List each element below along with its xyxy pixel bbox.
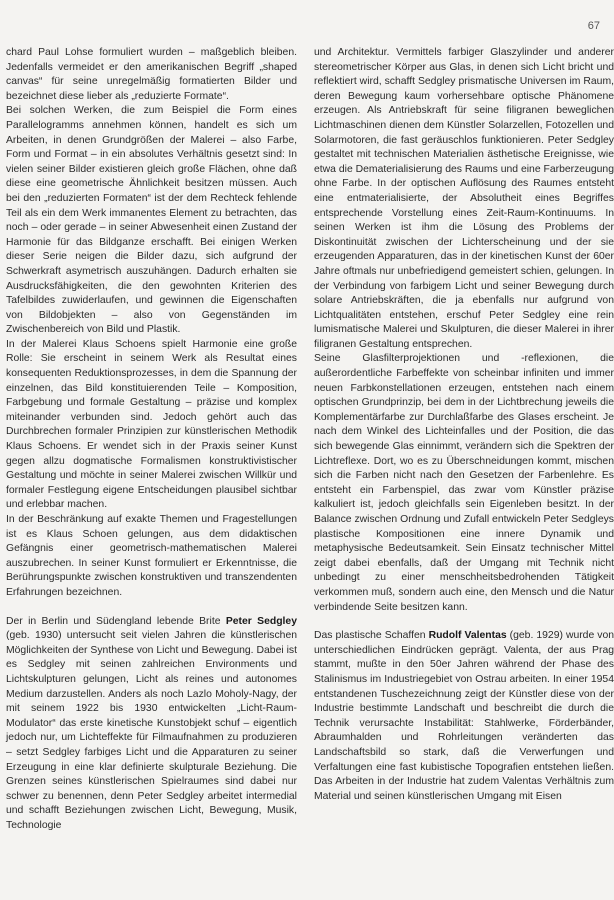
paragraph-text: (geb. 1929) wurde von unterschiedlichen Eindrücken geprägt. Valenta, der aus Prag stammt, mußte in den 50er Jahren während der Phase des Stalinismus im Industriegebiet von Ostrau arbeiten. In einer 1954 entstandenen Tuschezeichnung zeigt der Künstler diese von der Industrie bestimmte Landschaft und beschreibt die durch die Technik verursachte Instabilität: Stahlwerke, Förderbänder, Abraumhalden und Rohrleitungen veränderten das Landschaftsbild so stark, daß die Verwerfungen und Verfaltungen eine fast kubistische Topografien entstehen ließen. Das Arbeiten in der Industrie hat zudem Valentas Verhältnis zum Material und seinen künstlerischen Umgang mit Eisen (314, 630, 614, 802)
paragraph-text: Der in Berlin und Südengland lebende Brite (6, 615, 226, 627)
paragraph: Bei solchen Werken, die zum Beispiel die Form eines Parallelogramms annehmen können, handelt es sich um Arbeiten, in denen Grundgrößen der Malerei – also Farbe, Form und Format – in ein absolutes Verhältnis gesetzt sind: In vielen seiner Bilder existieren gleich große Flächen, ohne daß diese eine geometrische Ähnlichkeit besitzen müssen. Auch bei den „reduzierten Formaten“ ist der dem Rechteck fehlende Teil als ein dem Werk immanentes Element zu betrachten, das noch – oder gerade – in seiner Abwesenheit einen Zustand der Harmonie für das Bildganze erschafft. Bei einigen Werken dieser Serie neigen die Bilder dazu, sich aufgrund der Schwerkraft asymetrisch auszuhängen. Dadurch erhalten sie Ausdrucksfähigkeiten, die den gewohnten Kriterien des Tafelbildes zuwiderlaufen, und gewinnen die Eigenschaften von Bildobjekten – also von Gegenständen im Zwischenbereich von Bild und Plastik. (6, 105, 297, 336)
artist-name: Peter Sedgley (225, 615, 297, 627)
paragraph: Seine Glasfilterprojektionen und -reflexionen, die außerordentliche Farbeffekte von scheinbar infiniten und immer neuen Farbkonstellationen erzeugen, entstehen nach einem optischen Grundprinzip, bei dem in der Lichtbrechung jeweils die Komplementärfarbe zur Durchlaßfarbe des Glases erscheint. Je nach dem Winkel des Lichteinfalles und der Position, die das sich bewegende Glas einnimmt, verändern sich die Spektren der Lichtreflexe. Dort, wo es zu Überschneidungen kommt, mischen sich die Farben nicht nach den Gesetzen der Farbenlehre. Es entsteht ein Farbenspiel, das zwar vom Künstler präzise kalkuliert ist, jedoch gleichfalls sein Eigenleben besitzt. In der Balance zwischen Ordnung und Zufall entwickeln Peter Sedgleys plastische Kompositionen eine innere Dynamik und metaphysische Bedeutsamkeit. Sein Einsatz technischer Mittel zeigt dabei ebenfalls, daß der Umgang mit Technik nicht unbedingt zu einer menschheitsbedrohenden Tätigkeit verkommen muß, sondern auch eine, den Mensch und die Natur verbindende Seite besitzen kann. (314, 353, 614, 613)
paragraph: chard Paul Lohse formuliert wurden – maßgeblich bleiben. Jedenfalls vermeidet er den amerikanischen Begriff „shaped canvas“ für seine unregelmäßig formatierten Bilder und bezeichnet diese lieber als „reduzierte Formate“. (6, 47, 297, 102)
paragraph: In der Beschränkung auf exakte Themen und Fragestellungen ist es Klaus Schoen gelungen, aus dem didaktischen Gefängnis einer geometrisch-mathematischen Malerei auszubrechen. In seiner Kunst formuliert er Erkenntnisse, die Berührungspunkte zwischen konstruktiven und transzendenten Erfahrungen bezeichnen. (6, 514, 297, 598)
paragraph-text: Das plastische Schaffen (314, 630, 429, 642)
paragraph-text: (geb. 1930) untersucht seit vielen Jahren die künstlerischen Möglichkeiten der Synthese von Licht und Bewegung. Dabei ist es Sedgley mit seinen zahlreichen Environments und Lichtskulpturen gelungen, Licht als reines und autonomes Medium darzustellen. Anders als noch Lazlo Moholy-Nagy, der mit seinem 1922 bis 1930 entwickelten „Licht-Raum-Modulator“ das erste kinetische Kunstobjekt schuf – eigentlich jedoch nur, um Lichteffekte für Filmaufnahmen zu produzieren – setzt Sedgley farbiges Licht und die Apparaturen zu seiner Erzeugung in eine klar definierte skulpturale Beziehung. Die Grenzen seines künstlerischen Spielraumes sind dabei nur schwer zu benennen, denn Peter Sedgley arbeitet intermedial und schafft Beziehungen zwischen Licht, Bewegung, Musik, Technologie (6, 630, 297, 831)
paragraph-peter-sedgley (6, 615, 297, 834)
artist-name: Rudolf Valentas (428, 630, 507, 642)
left-column (6, 46, 297, 833)
right-column (314, 46, 614, 804)
paragraph-rudolf-valenta (314, 629, 614, 804)
paragraph: und Architektur. Vermittels farbiger Glaszylinder und anderer stereometrischer Körper aus Glas, in denen sich Licht bricht und reflektiert wird, schafft Sedgley prismatische Universen im Raum, deren Bewegung kaum vorhersehbare optische Phänomene erzeugen. Als Antriebskraft für seine filigranen beweglichen Lichtmaschinen dienen dem Künstler Solarzellen, Fotozellen und Solarmotoren, die fast geräuschlos funktionieren. Peter Sedgley gestaltet mit technischen Materialien ästhetische Ereignisse, wie etwa die Dematerialisierung des Raums und eine Farberzeugung ohne Farbe. In der optischen Auflösung des Raumes entsteht eine entmaterialisierte, der Absolutheit eines Begriffes entsprechende Vorstellung eines Zeit-Raum-Kontinuums. In seinen Werken ist ihm die Lösung des Problems der Diskontinuität zwischen der Lichterscheinung und der sie erzeugenden Apparaturen, das in der kinetischen Kunst der 60er Jahre oftmals nur unbefriedigend gemeistert schien, gelungen. In der Verbindung von farbigem Licht und seiner Bewegung durch solare Antriebskräften, die ja ebenfalls nur aufgrund von Lichtqualitäten entstehen, erschuf Peter Sedgley eine rein lumismatische Malerei und Skulpturen, die dieser Malerei in ihrer filigranen Gestaltung entsprechen. (314, 47, 614, 350)
paragraph: In der Malerei Klaus Schoens spielt Harmonie eine große Rolle: Sie erscheint in seinem Werk als Resultat eines konsequenten Reduktionsprozesses, in dem die Spannung der einzelnen, das Bild konstituierenden Teile – Komposition, Farbgebung und formale Gestaltung – präzise und komplex miteinander verbunden sind. Jedoch gehört auch das Durchbrechen formaler Prinzipien zur künstlerischen Methodik Klaus Schoens. Er wendet sich in der Praxis seiner Kunst gegen allzu dogmatische Formalismen konstruktivistischer Gestaltung und möchte in seiner Malerei zwischen Willkür und formaler Festlegung eigene Entscheidungen plausibel sichtbar und erlebbar machen. (6, 338, 297, 511)
page-number: 67 (587, 20, 600, 32)
